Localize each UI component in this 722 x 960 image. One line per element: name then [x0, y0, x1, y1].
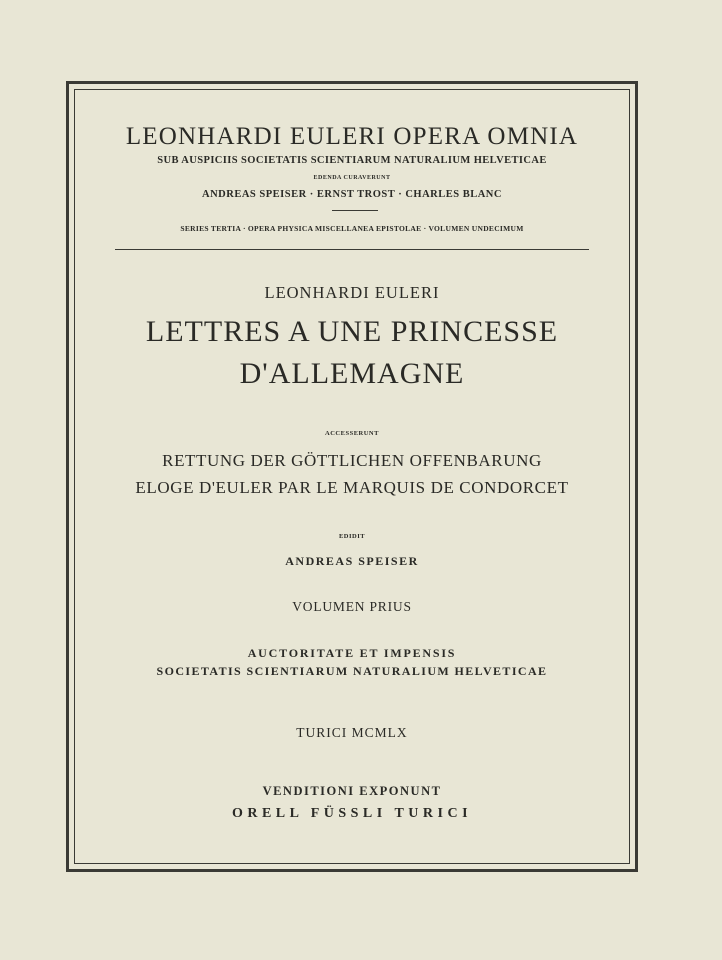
edidit-label: EDIDIT	[338, 533, 366, 540]
supplements-label: ACCESSERUNT	[325, 430, 379, 437]
supplement-line-1: RETTUNG DER GÖTTLICHEN OFFENBARUNG	[162, 451, 542, 470]
series-editors: ANDREAS SPEISER · ERNST TROST · CHARLES BLANC	[202, 189, 502, 200]
title-page-outer-frame	[66, 81, 638, 872]
short-divider	[332, 210, 378, 211]
place-and-year: TURICI MCMLX	[296, 725, 408, 740]
vend-label: VENDITIONI EXPONUNT	[262, 784, 442, 798]
authority-line-2: SOCIETATIS SCIENTIARUM NATURALIUM HELVETICAE	[156, 664, 548, 678]
series-editors-label: EDENDA CURAVERUNT	[313, 175, 391, 181]
long-divider	[115, 249, 589, 250]
volume-editor: ANDREAS SPEISER	[285, 554, 419, 568]
work-title-line-2: D'ALLEMAGNE	[239, 357, 465, 390]
authority-line-1: AUCTORITATE ET IMPENSIS	[247, 646, 457, 660]
publisher: ORELL FÜSSLI TURICI	[231, 806, 473, 821]
series-title: LEONHARDI EULERI OPERA OMNIA	[125, 123, 579, 150]
supplement-line-2: ELOGE D'EULER PAR LE MARQUIS DE CONDORCET	[135, 478, 569, 497]
work-title-line-1: LETTRES A UNE PRINCESSE	[145, 315, 559, 348]
volume-label: VOLUMEN PRIUS	[292, 599, 412, 614]
series-auspices: SUB AUSPICIIS SOCIETATIS SCIENTIARUM NATURALIUM HELVETICAE	[157, 155, 547, 166]
title-page-inner-frame	[74, 89, 630, 864]
series-info: SERIES TERTIA · OPERA PHYSICA MISCELLANEA EPISTOLAE · VOLUMEN UNDECIMUM	[180, 224, 524, 233]
work-author: LEONHARDI EULERI	[264, 283, 440, 302]
